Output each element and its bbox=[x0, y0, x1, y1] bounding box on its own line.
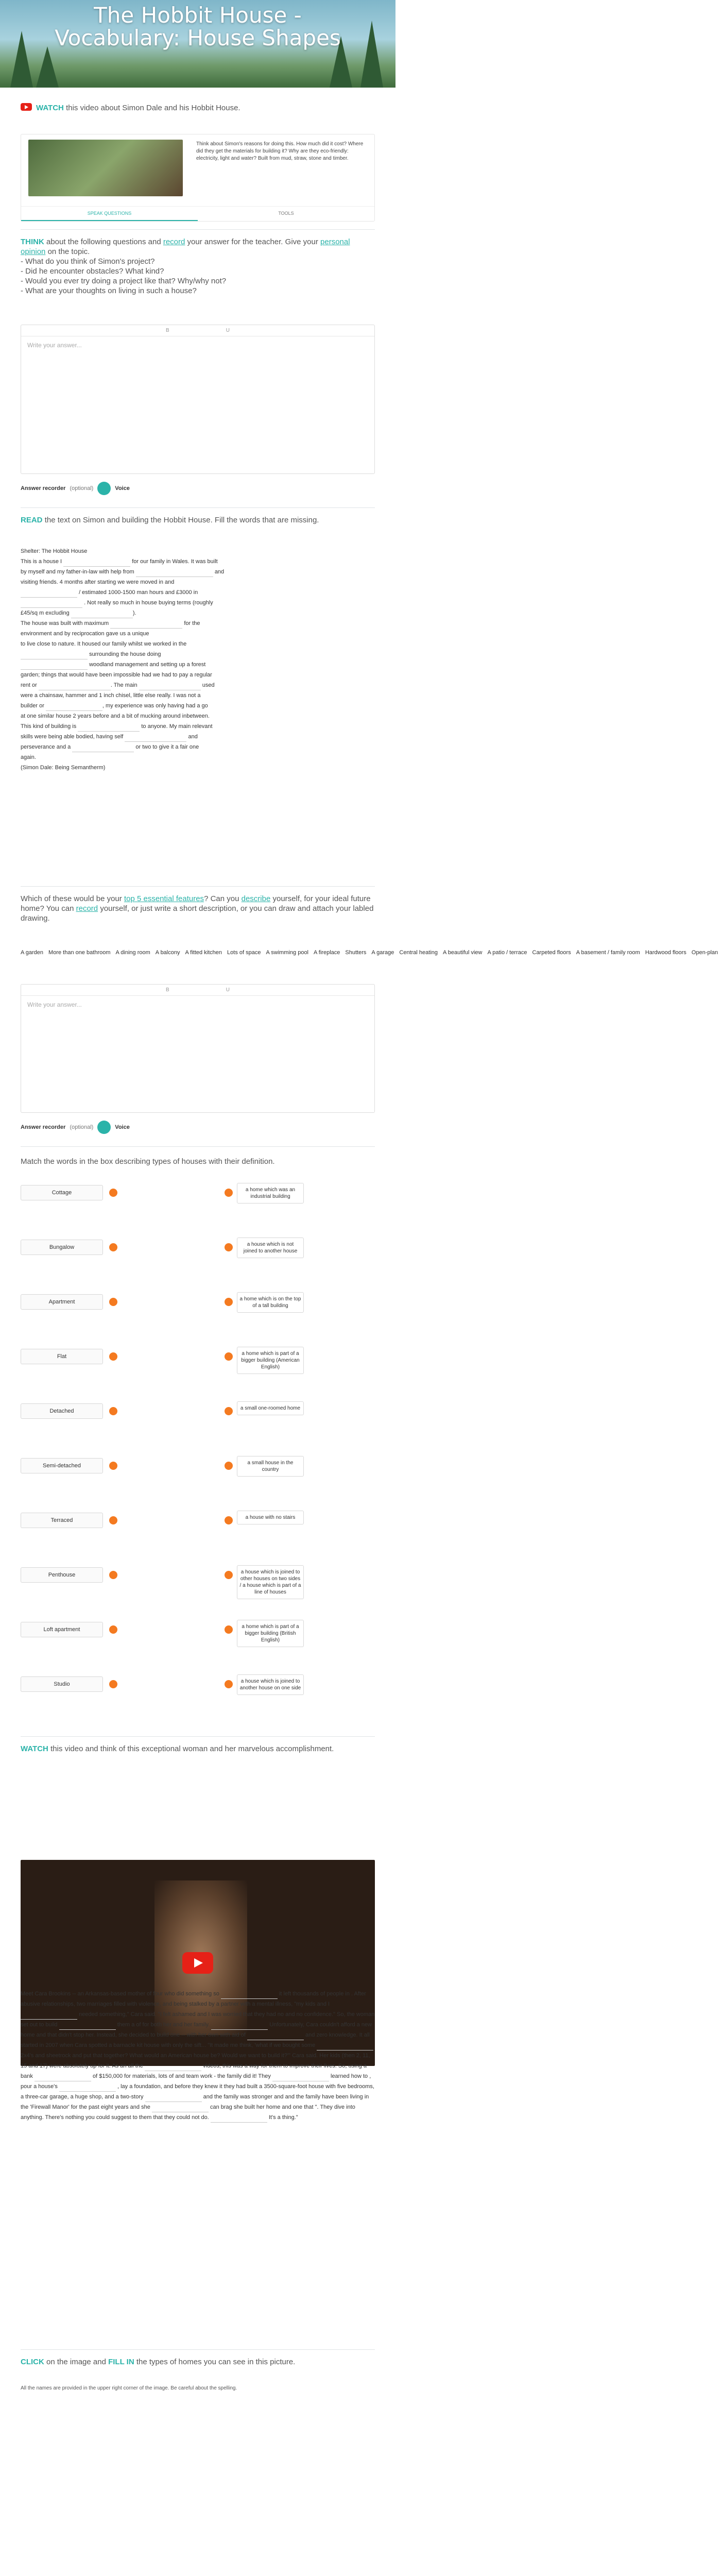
homes-text: on the image and bbox=[46, 2358, 106, 2366]
wordbank-text: yourself, or just write a short description, or you can draw and attach your labled drawing. bbox=[21, 904, 374, 923]
blank-input[interactable] bbox=[63, 560, 130, 567]
match-term[interactable]: Apartment bbox=[21, 1294, 103, 1310]
record-link: record bbox=[76, 904, 98, 913]
think-answer-box[interactable] bbox=[21, 325, 375, 474]
blank-input[interactable] bbox=[21, 601, 82, 608]
blank-input[interactable] bbox=[136, 570, 213, 577]
feature-word: Shutters bbox=[345, 950, 367, 956]
video2-text: this video and think of this exceptional woman and her marvelous accomplishment. bbox=[50, 1744, 334, 1753]
story-text: of bbox=[136, 2022, 141, 2028]
story-text: needed something," Cara said. "I felt ashamed and I was worried that they bbox=[79, 2011, 265, 2018]
match-definition[interactable]: a small house in the country bbox=[237, 1456, 304, 1477]
video1-description: Think about Simon's reasons for doing this. How much did it cost? Where did they get the materials for building it? Why are they eco-friendly: electricity, light and water? Built from mud, straw, stone and timber. bbox=[196, 141, 364, 161]
blank-input[interactable] bbox=[152, 2105, 209, 2112]
passage-line: and bbox=[214, 569, 225, 575]
passage-line: This kind of building is bbox=[21, 723, 77, 730]
match-term[interactable]: Semi-detached bbox=[21, 1458, 103, 1473]
editor-toolbar[interactable] bbox=[21, 985, 374, 996]
reading-text: the text on Simon and building the Hobbit House. Fill the words that are missing. bbox=[44, 516, 319, 524]
story-text: them a bbox=[117, 2022, 135, 2028]
opinion-link: personal opinion bbox=[21, 238, 350, 256]
blank-input[interactable] bbox=[139, 683, 201, 690]
story-text: sift... "It made me think, 'what if we bought some bbox=[194, 2042, 316, 2048]
tab-tools[interactable]: TOOLS bbox=[278, 211, 294, 216]
question-2: - Did he encounter obstacles? What kind? bbox=[21, 267, 164, 276]
reading-passage bbox=[21, 546, 375, 773]
blank-input[interactable] bbox=[78, 724, 140, 732]
passage-line: environment and by reciprocation gave us a unique bbox=[21, 631, 149, 637]
blank-input[interactable] bbox=[272, 2074, 329, 2081]
watch-label: WATCH bbox=[36, 104, 64, 112]
play-icon[interactable] bbox=[182, 1952, 213, 1974]
story-text: with violence, and being stalked by a partner with a mental illness, "my kids and I bbox=[127, 2001, 330, 2007]
page-title: The Hobbit House - Vocabulary: House Shapes bbox=[55, 3, 341, 50]
story-text: and zero knowledge. bbox=[305, 2032, 358, 2038]
blank-input[interactable] bbox=[211, 2023, 268, 2030]
blank-input[interactable] bbox=[39, 683, 111, 690]
blank-input[interactable] bbox=[211, 2115, 267, 2123]
feature-word: A fitted kitchen bbox=[185, 950, 222, 956]
page-header bbox=[0, 0, 395, 88]
story-text: . After abusive relationships, two marriages filled bbox=[21, 1991, 366, 2007]
think-text: about the following questions and bbox=[46, 238, 161, 246]
answer-placeholder[interactable]: Write your answer... bbox=[27, 1001, 82, 1008]
feature-word: Hardwood floors bbox=[645, 950, 686, 956]
match-term[interactable]: Bungalow bbox=[21, 1240, 103, 1255]
story-text: a foundation, and before they knew it they had built a 3500-square-foot house bbox=[129, 2083, 324, 2090]
story-text: learned how to bbox=[331, 2073, 368, 2079]
feature-word: A swimming pool bbox=[266, 950, 309, 956]
answer-recorder bbox=[21, 1121, 375, 1134]
match-connector-dot[interactable] bbox=[225, 1298, 233, 1306]
passage-line: The house was built with maximum bbox=[21, 620, 109, 626]
blank-input[interactable] bbox=[145, 2095, 202, 2102]
match-term[interactable]: Detached bbox=[21, 1403, 103, 1419]
think-text: your answer for the teacher. Give your bbox=[187, 238, 318, 246]
match-definition[interactable]: a home which is part of a bigger building (American English) bbox=[237, 1347, 304, 1374]
passage-line: surrounding the house doing bbox=[89, 651, 161, 657]
match-connector-dot[interactable] bbox=[225, 1352, 233, 1361]
passage-line: for the bbox=[184, 620, 200, 626]
match-connector-dot[interactable] bbox=[225, 1680, 233, 1688]
bold-icon[interactable]: B bbox=[166, 987, 169, 993]
voice-record-button[interactable] bbox=[97, 1121, 111, 1134]
feature-word: A basement / family room bbox=[576, 950, 640, 956]
feature-word: Carpeted floors bbox=[532, 950, 571, 956]
story-text: anything. There's nothing you could suggest to them that they could not do. bbox=[21, 2114, 209, 2121]
question-3: - Would you ever try doing a project like that? Why/why not? bbox=[21, 277, 227, 285]
feature-word: Open-plan bbox=[691, 950, 718, 956]
story-text: So, using a bank bbox=[21, 2063, 367, 2079]
story-text: and bbox=[175, 2073, 185, 2079]
match-connector-dot[interactable] bbox=[109, 1407, 117, 1415]
story-text: have been living in the 'Firewall Manor' for the past eight years and she bbox=[21, 2094, 369, 2110]
top5-link: top 5 essential features bbox=[124, 894, 204, 903]
tab-speak-questions[interactable]: SPEAK QUESTIONS bbox=[21, 207, 198, 221]
match-definition[interactable]: a house which is joined to another house on one side bbox=[237, 1674, 304, 1695]
feature-word: Central heating bbox=[399, 950, 438, 956]
wordbank-instructions bbox=[21, 894, 375, 923]
story-text: and no confidence." So, the woman set out to build bbox=[21, 2011, 375, 2028]
match-connector-dot[interactable] bbox=[225, 1243, 233, 1251]
passage-line: by myself and my father-in-law with help from bbox=[21, 569, 134, 575]
feature-word: Lots of space bbox=[227, 950, 261, 956]
blank-input[interactable] bbox=[59, 2084, 116, 2092]
blank-input[interactable] bbox=[59, 2023, 116, 2030]
match-connector-dot[interactable] bbox=[225, 1189, 233, 1197]
blank-input[interactable] bbox=[125, 735, 186, 742]
homes-text: the types of homes you can see in this picture. bbox=[136, 2358, 296, 2366]
match-connector-dot[interactable] bbox=[225, 1462, 233, 1470]
match-term[interactable]: Flat bbox=[21, 1349, 103, 1364]
passage-line: , my experience was only having had a go bbox=[102, 703, 208, 709]
recorder-label: Answer recorder bbox=[21, 1124, 66, 1130]
match-term[interactable]: Loft apartment bbox=[21, 1622, 103, 1637]
video1-instruction: this video about Simon Dale and his Hobbit House. bbox=[66, 104, 240, 112]
blank-input[interactable] bbox=[221, 1992, 278, 1999]
passage-line: at one similar house 2 years before and a bit of mucking around inbetween. bbox=[21, 713, 210, 719]
story-text: for both her and her family. bbox=[142, 2022, 210, 2028]
passage-line: to anyone. My main relevant bbox=[141, 723, 213, 730]
passage-line: / estimated 1000-1500 man hours and £3000 in bbox=[79, 589, 198, 596]
feature-word: A fireplace bbox=[314, 950, 340, 956]
match-definition[interactable]: a house which is joined to other houses on two sides / a house which is part of a line of houses bbox=[237, 1565, 304, 1599]
story-text: of $150,000 for materials, lots of bbox=[92, 2073, 174, 2079]
match-connector-dot[interactable] bbox=[109, 1298, 117, 1306]
feature-word: A patio / terrace bbox=[487, 950, 527, 956]
passage-line: perseverance and a bbox=[21, 744, 71, 750]
youtube-icon bbox=[21, 103, 32, 111]
homes-instructions bbox=[21, 2357, 375, 2367]
story-text: team work - the family did it! They bbox=[186, 2073, 271, 2079]
think-text: on the topic. bbox=[47, 247, 90, 256]
match-definition[interactable]: a house with no stairs bbox=[237, 1511, 304, 1524]
blank-input[interactable] bbox=[21, 590, 77, 598]
story-text: it left thousands of people in bbox=[279, 1991, 350, 1997]
passage-title: Shelter: The Hobbit House bbox=[21, 548, 88, 554]
story-text: 2x4's and sheetrock and put that together? What would an American house bbox=[21, 2053, 209, 2059]
story-text: Instead, she decided to build one -- with her own bbox=[96, 2032, 219, 2038]
passage-line: £45/sq m excluding bbox=[21, 610, 70, 616]
match-definition[interactable]: a house which is not joined to another house bbox=[237, 1238, 304, 1258]
passage-line: woodland management and setting up a forest bbox=[89, 662, 206, 668]
match-connector-dot[interactable] bbox=[109, 1571, 117, 1579]
story-text: be? Would we want to build it?'" Cara said. Her kids (then 2, 11, 15 and 17) bbox=[21, 2053, 370, 2069]
question-4: - What are your thoughts on living in such a house? bbox=[21, 286, 197, 295]
passage-line: again. bbox=[21, 754, 36, 760]
video2-story bbox=[21, 1989, 375, 2123]
match-term[interactable]: Cottage bbox=[21, 1185, 103, 1200]
match-connector-dot[interactable] bbox=[109, 1462, 117, 1470]
answer-recorder bbox=[21, 482, 375, 495]
story-text: and the family bbox=[285, 2094, 321, 2100]
blank-input[interactable] bbox=[145, 2064, 201, 2071]
passage-line: to live close to nature. It housed our family whilst we worked in the bbox=[21, 641, 187, 647]
matching-instructions: Match the words in the box describing types of houses with their definition. bbox=[21, 1157, 275, 1166]
passage-line: and bbox=[188, 734, 198, 740]
story-text: can brag she built her home and one that bbox=[210, 2104, 314, 2110]
blank-input[interactable] bbox=[21, 652, 88, 659]
answer-placeholder[interactable]: Write your answer... bbox=[27, 342, 82, 349]
story-text: thing." bbox=[282, 2114, 298, 2121]
feature-word: More than one bathroom bbox=[48, 950, 111, 956]
bold-icon[interactable]: B bbox=[166, 328, 169, 333]
story-text: a house's bbox=[33, 2083, 58, 2090]
passage-line: . Not really so much in house buying terms (roughly bbox=[84, 600, 213, 606]
match-definition[interactable]: a small one-roomed home bbox=[237, 1401, 304, 1415]
watch-label: WATCH bbox=[21, 1744, 48, 1753]
wordbank-answer-box[interactable] bbox=[21, 984, 375, 1113]
feature-word: A balcony bbox=[155, 950, 180, 956]
story-text: with aid of bbox=[220, 2032, 246, 2038]
match-term[interactable]: Penthouse bbox=[21, 1567, 103, 1583]
click-label: CLICK bbox=[21, 2358, 44, 2366]
story-text: Meet Cara Brookins -- an Arkansas-based mother of four who did something bbox=[21, 1991, 212, 1997]
passage-line: skills were being able bodied, having self bbox=[21, 734, 124, 740]
passage-line: visiting friends. 4 months after starting we were moved in and bbox=[21, 579, 175, 585]
story-text: had no bbox=[266, 2011, 284, 2018]
record-link: record bbox=[163, 238, 185, 246]
match-connector-dot[interactable] bbox=[225, 1516, 233, 1524]
match-definition[interactable]: a home which is part of a bigger building (British English) bbox=[237, 1620, 304, 1647]
matching-exercise bbox=[21, 1185, 375, 1731]
feature-word: A beautiful view bbox=[443, 950, 483, 956]
wordbank-text: ? Can you bbox=[204, 894, 239, 903]
voice-label: Voice bbox=[115, 485, 130, 492]
story-text: , lay bbox=[117, 2083, 128, 2090]
story-text: It's a bbox=[268, 2114, 281, 2121]
story-text: were absolutely up for it. As an all the bbox=[49, 2063, 143, 2069]
story-text: so bbox=[213, 1991, 219, 1997]
blank-input[interactable] bbox=[72, 745, 134, 752]
blank-input[interactable] bbox=[21, 663, 88, 670]
passage-line: were a chainsaw, hammer and 1 inch chisel, little else really. I was not a bbox=[21, 692, 201, 699]
video1-card[interactable] bbox=[21, 134, 375, 222]
video1-thumbnail[interactable] bbox=[28, 140, 183, 196]
match-connector-dot[interactable] bbox=[109, 1243, 117, 1251]
blank-input[interactable] bbox=[46, 704, 102, 711]
match-term[interactable]: Studio bbox=[21, 1676, 103, 1692]
passage-line: This is a house I bbox=[21, 558, 62, 565]
underline-icon[interactable]: U bbox=[226, 987, 230, 993]
wordbank-text: Which of these would be your bbox=[21, 894, 122, 903]
think-instructions bbox=[21, 237, 375, 296]
fill-in-label: FILL IN bbox=[108, 2358, 134, 2366]
match-connector-dot[interactable] bbox=[109, 1680, 117, 1688]
story-text: this was a way for them to improve their lives. bbox=[222, 2063, 337, 2069]
feature-word: A garden bbox=[21, 950, 44, 956]
match-definition[interactable]: a home which is on the top of a tall building bbox=[237, 1292, 304, 1313]
match-connector-dot[interactable] bbox=[225, 1625, 233, 1634]
story-text: It all started in 2007 when Cara spotted a barnacle kit house with only the bbox=[21, 2032, 370, 2048]
match-connector-dot[interactable] bbox=[225, 1407, 233, 1415]
feature-word: A garage bbox=[371, 950, 394, 956]
match-connector-dot[interactable] bbox=[225, 1571, 233, 1579]
think-label: THINK bbox=[21, 238, 44, 246]
feature-word: A dining room bbox=[115, 950, 150, 956]
match-connector-dot[interactable] bbox=[109, 1625, 117, 1634]
passage-source: (Simon Dale: Being Semantherm) bbox=[21, 765, 106, 771]
feature-word-bank bbox=[21, 948, 718, 957]
recorder-optional: (optional) bbox=[70, 485, 94, 492]
homes-note: All the names are provided in the upper right corner of the image. Be careful about the spelling. bbox=[21, 2385, 237, 2391]
story-text: ". They dive into bbox=[315, 2104, 355, 2110]
video1-section bbox=[21, 103, 375, 113]
voice-record-button[interactable] bbox=[97, 482, 111, 495]
blank-input[interactable] bbox=[35, 2074, 91, 2081]
passage-line: ). bbox=[132, 610, 136, 616]
story-text: videos, bbox=[203, 2063, 221, 2069]
match-connector-dot[interactable] bbox=[109, 1516, 117, 1524]
passage-line: or two to give it a fair one bbox=[135, 744, 199, 750]
passage-line: rent or bbox=[21, 682, 37, 688]
match-term[interactable]: Terraced bbox=[21, 1513, 103, 1528]
match-definition[interactable]: a home which was an industrial building bbox=[237, 1183, 304, 1204]
story-text: , pour bbox=[21, 2073, 371, 2090]
editor-toolbar[interactable] bbox=[21, 325, 374, 336]
blank-input[interactable] bbox=[247, 2033, 304, 2040]
story-text: with five bedrooms, a three-car garage, a huge shop, and a two-story bbox=[21, 2083, 374, 2100]
passage-line: . The main bbox=[110, 682, 137, 688]
story-text: Unfortunately, Cara couldn't afford a new home and that didn't stop her. bbox=[21, 2022, 372, 2038]
recorder-label: Answer recorder bbox=[21, 485, 66, 492]
blank-input[interactable] bbox=[317, 2043, 373, 2050]
wordbank-text: yourself, for your ideal future home? You can bbox=[21, 894, 371, 913]
describe-link: describe bbox=[241, 894, 271, 903]
recorder-optional: (optional) bbox=[70, 1124, 94, 1130]
voice-label: Voice bbox=[115, 1124, 130, 1130]
passage-line: used bbox=[202, 682, 215, 688]
reading-instructions bbox=[21, 515, 375, 525]
match-connector-dot[interactable] bbox=[109, 1189, 117, 1197]
video2-instructions bbox=[21, 1744, 375, 1754]
passage-line: builder or bbox=[21, 703, 44, 709]
passage-line: for our family in Wales. It was built bbox=[132, 558, 218, 565]
read-label: READ bbox=[21, 516, 43, 524]
blank-input[interactable] bbox=[71, 611, 133, 618]
question-1: - What do you think of Simon's project? bbox=[21, 257, 155, 266]
blank-input[interactable] bbox=[110, 621, 182, 629]
blank-input[interactable] bbox=[21, 2012, 77, 2020]
story-text: and the family was stronger and bbox=[203, 2094, 284, 2100]
underline-icon[interactable]: U bbox=[226, 328, 230, 333]
match-connector-dot[interactable] bbox=[109, 1352, 117, 1361]
tree-decoration bbox=[36, 46, 59, 88]
passage-line: garden; things that would have been impossible had we had to pay a regular bbox=[21, 672, 212, 678]
